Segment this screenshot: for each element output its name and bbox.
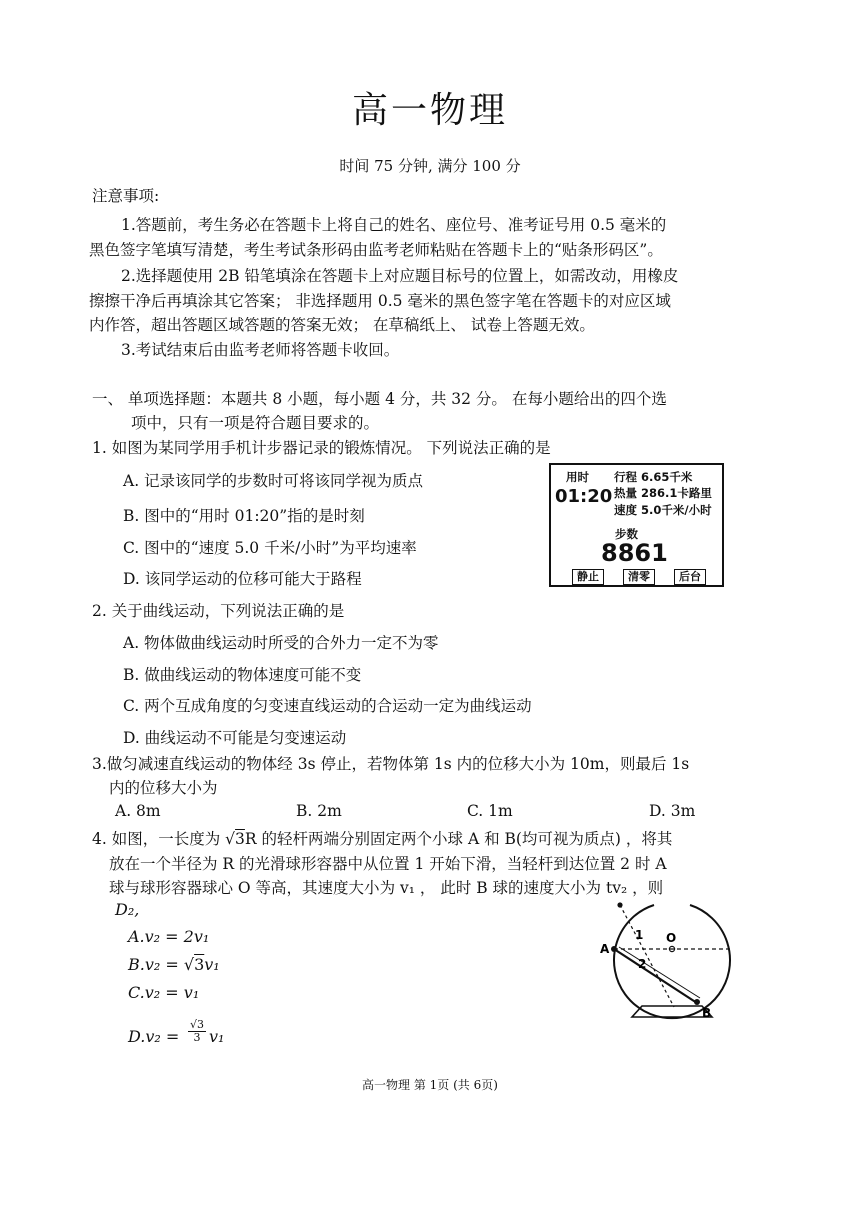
question-4-option-d-fraction: √3 3 bbox=[189, 1018, 204, 1044]
rod-position-2-edge bbox=[619, 947, 700, 998]
question-2-stem: 2. 关于曲线运动，下列说法正确的是 bbox=[92, 602, 345, 620]
page-footer: 高一物理 第 1页 (共 6页) bbox=[362, 1078, 498, 1092]
label-1: 1 bbox=[635, 928, 644, 942]
notice-line: 3.考试结束后由监考老师将答题卡收回。 bbox=[121, 341, 400, 359]
notice-line: 内作答，超出答题区域答题的答案无效； 在草稿纸上、 试卷上答题无效。 bbox=[89, 316, 595, 334]
notice-line: 黑色签字笔填写清楚，考生考试条形码由监考老师粘贴在答题卡上的“贴条形码区”。 bbox=[89, 241, 663, 259]
question-3-option-a: A. 8m bbox=[115, 802, 161, 820]
question-2-option-d: D. 曲线运动不可能是匀变速运动 bbox=[123, 729, 347, 747]
section-heading: 一、 单项选择题：本题共 8 小题，每小题 4 分，共 32 分。 在每小题给出的四个选 bbox=[92, 390, 667, 408]
time-label: 用时 bbox=[566, 470, 589, 484]
label-a: A bbox=[600, 942, 610, 956]
question-3-stem: 3.做匀减速直线运动的物体经 3s 停止，若物体第 1s 内的位移大小为 10m，则最后 1s bbox=[92, 755, 690, 773]
question-4-option-a: A.v₂ = 2v₁ bbox=[128, 927, 210, 946]
question-4-stem-line4: D₂, bbox=[115, 900, 140, 919]
speed-readout: 速度 5.0千米/小时 bbox=[614, 503, 712, 517]
sphere-container-figure bbox=[592, 896, 752, 1020]
question-4-option-b: B.v₂ = √3v₁ bbox=[128, 955, 220, 974]
question-4-stem-line2: 放在一个半径为 R 的光滑球形容器中从位置 1 开始下滑，当轻杆到达位置 2 时 A bbox=[109, 855, 667, 873]
pause-button: 静止 bbox=[572, 569, 604, 585]
pedometer-figure bbox=[549, 463, 724, 587]
exam-info: 时间 75 分钟, 满分 100 分 bbox=[339, 157, 521, 175]
label-b: B bbox=[702, 1006, 712, 1020]
rod-position-1 bbox=[620, 905, 677, 1007]
notice-line: 1.答题前，考生务必在答题卡上将自己的姓名、座位号、准考证号用 0.5 毫米的 bbox=[121, 216, 667, 234]
ball-position-1-top bbox=[617, 902, 622, 907]
question-1-option-a: A. 记录该同学的步数时可将该同学视为质点 bbox=[123, 472, 424, 490]
question-1-option-d: D. 该同学运动的位移可能大于路程 bbox=[123, 570, 362, 588]
question-1-option-c: C. 图中的“速度 5.0 千米/小时”为平均速率 bbox=[123, 539, 417, 557]
question-4-option-c: C.v₂ = v₁ bbox=[128, 983, 200, 1002]
section-heading-cont: 项中，只有一项是符合题目要求的。 bbox=[131, 414, 380, 432]
steps-label: 步数 bbox=[615, 527, 638, 541]
question-1-stem: 1. 如图为某同学用手机计步器记录的锻炼情况。 下列说法正确的是 bbox=[92, 439, 551, 457]
question-4-option-d-suffix: v₁ bbox=[209, 1027, 225, 1046]
question-4-option-d-prefix: D.v₂ = bbox=[128, 1027, 180, 1046]
time-value: 01:20 bbox=[555, 486, 613, 507]
question-1-option-b: B. 图中的“用时 01:20”指的是时刻 bbox=[123, 507, 365, 525]
calories-readout: 热量 286.1卡路里 bbox=[614, 486, 712, 500]
question-2-option-a: A. 物体做曲线运动时所受的合外力一定不为零 bbox=[123, 634, 439, 652]
sqrt-symbol: √3 bbox=[225, 830, 245, 848]
question-2-option-c: C. 两个互成角度的匀变速直线运动的合运动一定为曲线运动 bbox=[123, 697, 532, 715]
notice-line: 擦擦干净后再填涂其它答案； 非选择题用 0.5 毫米的黑色签字笔在答题卡的对应区域 bbox=[89, 292, 671, 310]
background-button: 后台 bbox=[674, 569, 706, 585]
question-4-stem-line3: 球与球形容器球心 O 等高，其速度大小为 v₁ ， 此时 B 球的速度大小为 tv₂ ，则 bbox=[109, 879, 664, 897]
question-3-option-d: D. 3m bbox=[649, 802, 696, 820]
distance-readout: 行程 6.65千米 bbox=[614, 470, 693, 484]
question-3-option-c: C. 1m bbox=[467, 802, 513, 820]
question-2-option-b: B. 做曲线运动的物体速度可能不变 bbox=[123, 666, 362, 684]
question-3-stem-cont: 内的位移大小为 bbox=[109, 779, 218, 797]
question-4-stem-line1: 4. 如图，一长度为 √3R 的轻杆两端分别固定两个小球 A 和 B(均可视为质点) ，将其 bbox=[92, 830, 673, 848]
label-2: 2 bbox=[638, 957, 647, 971]
reset-button: 清零 bbox=[623, 569, 655, 585]
ball-b bbox=[694, 999, 700, 1005]
page-title: 高一物理 bbox=[351, 90, 508, 131]
question-3-option-b: B. 2m bbox=[296, 802, 342, 820]
steps-value: 8861 bbox=[601, 539, 668, 567]
notice-heading: 注意事项: bbox=[92, 187, 160, 205]
label-o: O bbox=[666, 931, 677, 945]
ball-a bbox=[611, 946, 617, 952]
notice-line: 2.选择题使用 2B 铅笔填涂在答题卡上对应题目标号的位置上，如需改动，用橡皮 bbox=[121, 267, 679, 285]
